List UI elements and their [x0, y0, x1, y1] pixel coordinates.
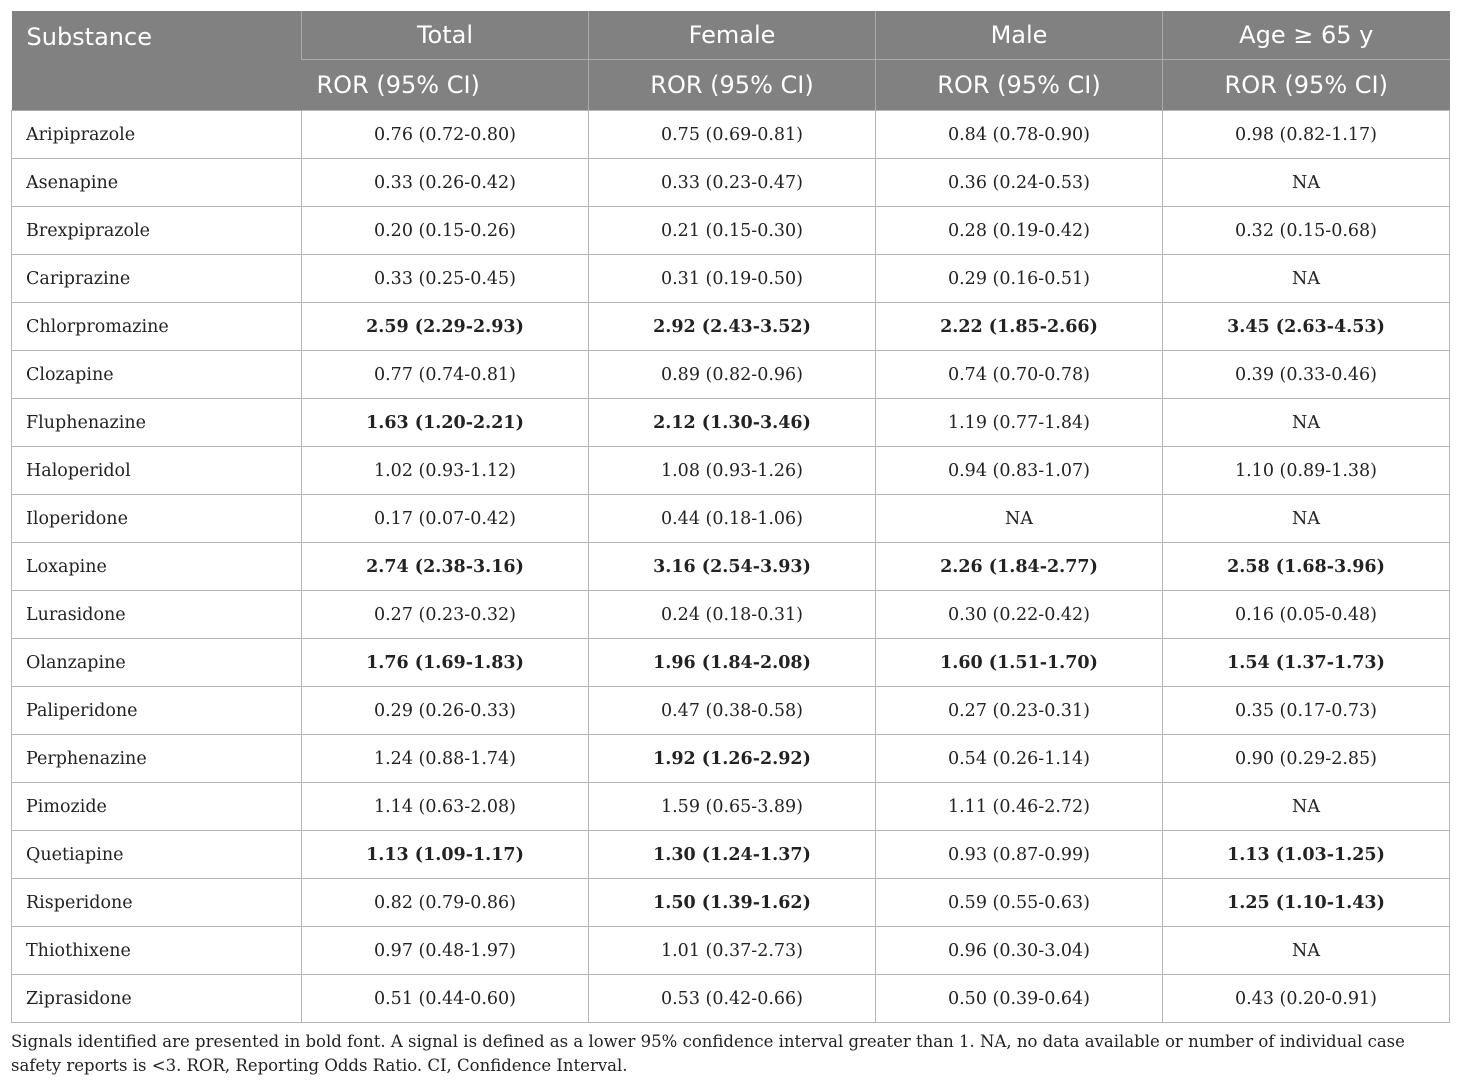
ror-cell-age-65: 0.35 (0.17-0.73)	[1163, 687, 1450, 735]
table-row	[12, 495, 1450, 543]
ror-cell-female: 1.96 (1.84-2.08)	[589, 639, 876, 687]
ror-cell-total: 2.59 (2.29-2.93)	[302, 303, 589, 351]
substance-name: Lurasidone	[12, 591, 302, 639]
table-header	[12, 11, 1450, 111]
table-row	[12, 207, 1450, 255]
table-row	[12, 351, 1450, 399]
ror-cell-male: 0.27 (0.23-0.31)	[876, 687, 1163, 735]
substance-name: Quetiapine	[12, 831, 302, 879]
ror-cell-total: 0.17 (0.07-0.42)	[302, 495, 589, 543]
substance-name: Brexpiprazole	[12, 207, 302, 255]
ror-cell-female: 2.92 (2.43-3.52)	[589, 303, 876, 351]
ror-cell-total: 0.29 (0.26-0.33)	[302, 687, 589, 735]
header-total: Total	[302, 11, 589, 60]
substance-name: Clozapine	[12, 351, 302, 399]
ror-cell-female: 1.50 (1.39-1.62)	[589, 879, 876, 927]
ror-cell-female: 1.59 (0.65-3.89)	[589, 783, 876, 831]
ror-cell-age-65: NA	[1163, 255, 1450, 303]
header-sub-age-65: ROR (95% CI)	[1163, 60, 1450, 111]
ror-cell-female: 3.16 (2.54-3.93)	[589, 543, 876, 591]
ror-cell-male: 2.26 (1.84-2.77)	[876, 543, 1163, 591]
substance-name: Thiothixene	[12, 927, 302, 975]
ror-cell-male: NA	[876, 495, 1163, 543]
ror-cell-male: 0.74 (0.70-0.78)	[876, 351, 1163, 399]
table-row	[12, 831, 1450, 879]
table-row	[12, 783, 1450, 831]
ror-cell-male: 0.50 (0.39-0.64)	[876, 975, 1163, 1023]
substance-name: Cariprazine	[12, 255, 302, 303]
substance-name: Chlorpromazine	[12, 303, 302, 351]
ror-cell-total: 0.33 (0.25-0.45)	[302, 255, 589, 303]
ror-cell-male: 1.19 (0.77-1.84)	[876, 399, 1163, 447]
table-row	[12, 975, 1450, 1023]
ror-cell-total: 1.76 (1.69-1.83)	[302, 639, 589, 687]
ror-cell-female: 1.08 (0.93-1.26)	[589, 447, 876, 495]
ror-cell-female: 1.01 (0.37-2.73)	[589, 927, 876, 975]
ror-cell-total: 1.14 (0.63-2.08)	[302, 783, 589, 831]
header-row-groups	[12, 11, 1450, 60]
table-row	[12, 687, 1450, 735]
ror-cell-male: 0.94 (0.83-1.07)	[876, 447, 1163, 495]
ror-cell-male: 0.30 (0.22-0.42)	[876, 591, 1163, 639]
header-sub-male: ROR (95% CI)	[876, 60, 1163, 111]
ror-cell-total: 1.24 (0.88-1.74)	[302, 735, 589, 783]
substance-name: Olanzapine	[12, 639, 302, 687]
ror-cell-female: 0.47 (0.38-0.58)	[589, 687, 876, 735]
table-row	[12, 159, 1450, 207]
ror-cell-female: 2.12 (1.30-3.46)	[589, 399, 876, 447]
ror-cell-age-65: 0.39 (0.33-0.46)	[1163, 351, 1450, 399]
ror-cell-age-65: 0.16 (0.05-0.48)	[1163, 591, 1450, 639]
substance-name: Risperidone	[12, 879, 302, 927]
table-row	[12, 927, 1450, 975]
ror-cell-age-65: 0.90 (0.29-2.85)	[1163, 735, 1450, 783]
ror-cell-age-65: NA	[1163, 783, 1450, 831]
table-row	[12, 879, 1450, 927]
substance-name: Ziprasidone	[12, 975, 302, 1023]
table-row	[12, 255, 1450, 303]
substance-name: Asenapine	[12, 159, 302, 207]
ror-cell-male: 0.54 (0.26-1.14)	[876, 735, 1163, 783]
ror-cell-total: 1.02 (0.93-1.12)	[302, 447, 589, 495]
ror-cell-total: 0.82 (0.79-0.86)	[302, 879, 589, 927]
substance-name: Iloperidone	[12, 495, 302, 543]
header-substance: Substance	[12, 11, 302, 111]
ror-cell-age-65: NA	[1163, 159, 1450, 207]
table-row	[12, 447, 1450, 495]
ror-cell-age-65: 1.10 (0.89-1.38)	[1163, 447, 1450, 495]
ror-cell-total: 0.76 (0.72-0.80)	[302, 111, 589, 159]
ror-cell-total: 2.74 (2.38-3.16)	[302, 543, 589, 591]
table-row	[12, 111, 1450, 159]
ror-cell-age-65: NA	[1163, 399, 1450, 447]
ror-cell-male: 0.36 (0.24-0.53)	[876, 159, 1163, 207]
ror-cell-female: 0.31 (0.19-0.50)	[589, 255, 876, 303]
ror-table-container	[11, 11, 1449, 1023]
substance-name: Loxapine	[12, 543, 302, 591]
header-female: Female	[589, 11, 876, 60]
ror-cell-female: 1.92 (1.26-2.92)	[589, 735, 876, 783]
ror-cell-age-65: 3.45 (2.63-4.53)	[1163, 303, 1450, 351]
ror-cell-total: 1.13 (1.09-1.17)	[302, 831, 589, 879]
ror-cell-age-65: 1.25 (1.10-1.43)	[1163, 879, 1450, 927]
ror-cell-female: 0.75 (0.69-0.81)	[589, 111, 876, 159]
header-age-65: Age ≥ 65 y	[1163, 11, 1450, 60]
ror-cell-age-65: 0.98 (0.82-1.17)	[1163, 111, 1450, 159]
substance-name: Fluphenazine	[12, 399, 302, 447]
ror-cell-age-65: 2.58 (1.68-3.96)	[1163, 543, 1450, 591]
table-footnote: Signals identified are presented in bold font. A signal is defined as a lower 95% confidence interval greater than 1. NA, no data available or number of individual case safety reports is <3. ROR, Reporting Odds Ratio. CI, Confidence Interval.	[11, 1032, 1405, 1075]
header-male: Male	[876, 11, 1163, 60]
ror-cell-age-65: 0.32 (0.15-0.68)	[1163, 207, 1450, 255]
ror-cell-male: 2.22 (1.85-2.66)	[876, 303, 1163, 351]
ror-cell-male: 1.11 (0.46-2.72)	[876, 783, 1163, 831]
header-sub-total: ROR (95% CI)	[302, 60, 589, 111]
ror-cell-total: 0.97 (0.48-1.97)	[302, 927, 589, 975]
ror-cell-male: 0.28 (0.19-0.42)	[876, 207, 1163, 255]
ror-cell-male: 0.59 (0.55-0.63)	[876, 879, 1163, 927]
table-row	[12, 639, 1450, 687]
header-sub-female: ROR (95% CI)	[589, 60, 876, 111]
ror-cell-female: 0.33 (0.23-0.47)	[589, 159, 876, 207]
ror-cell-male: 0.93 (0.87-0.99)	[876, 831, 1163, 879]
ror-cell-total: 0.20 (0.15-0.26)	[302, 207, 589, 255]
ror-cell-female: 0.89 (0.82-0.96)	[589, 351, 876, 399]
ror-cell-female: 0.53 (0.42-0.66)	[589, 975, 876, 1023]
ror-cell-age-65: 0.43 (0.20-0.91)	[1163, 975, 1450, 1023]
ror-cell-age-65: 1.13 (1.03-1.25)	[1163, 831, 1450, 879]
table-row	[12, 735, 1450, 783]
table-row	[12, 543, 1450, 591]
ror-cell-total: 0.27 (0.23-0.32)	[302, 591, 589, 639]
ror-cell-male: 0.96 (0.30-3.04)	[876, 927, 1163, 975]
ror-cell-male: 0.84 (0.78-0.90)	[876, 111, 1163, 159]
ror-cell-age-65: NA	[1163, 927, 1450, 975]
ror-cell-age-65: NA	[1163, 495, 1450, 543]
ror-cell-total: 0.33 (0.26-0.42)	[302, 159, 589, 207]
ror-cell-male: 1.60 (1.51-1.70)	[876, 639, 1163, 687]
ror-table	[11, 11, 1450, 1023]
ror-cell-total: 0.51 (0.44-0.60)	[302, 975, 589, 1023]
ror-cell-female: 0.21 (0.15-0.30)	[589, 207, 876, 255]
ror-cell-total: 0.77 (0.74-0.81)	[302, 351, 589, 399]
table-row	[12, 591, 1450, 639]
substance-name: Paliperidone	[12, 687, 302, 735]
ror-cell-female: 0.24 (0.18-0.31)	[589, 591, 876, 639]
substance-name: Perphenazine	[12, 735, 302, 783]
table-row	[12, 399, 1450, 447]
ror-cell-total: 1.63 (1.20-2.21)	[302, 399, 589, 447]
ror-cell-age-65: 1.54 (1.37-1.73)	[1163, 639, 1450, 687]
ror-cell-female: 1.30 (1.24-1.37)	[589, 831, 876, 879]
table-row	[12, 303, 1450, 351]
table-body	[12, 111, 1450, 1023]
ror-cell-female: 0.44 (0.18-1.06)	[589, 495, 876, 543]
ror-cell-male: 0.29 (0.16-0.51)	[876, 255, 1163, 303]
substance-name: Pimozide	[12, 783, 302, 831]
substance-name: Aripiprazole	[12, 111, 302, 159]
substance-name: Haloperidol	[12, 447, 302, 495]
